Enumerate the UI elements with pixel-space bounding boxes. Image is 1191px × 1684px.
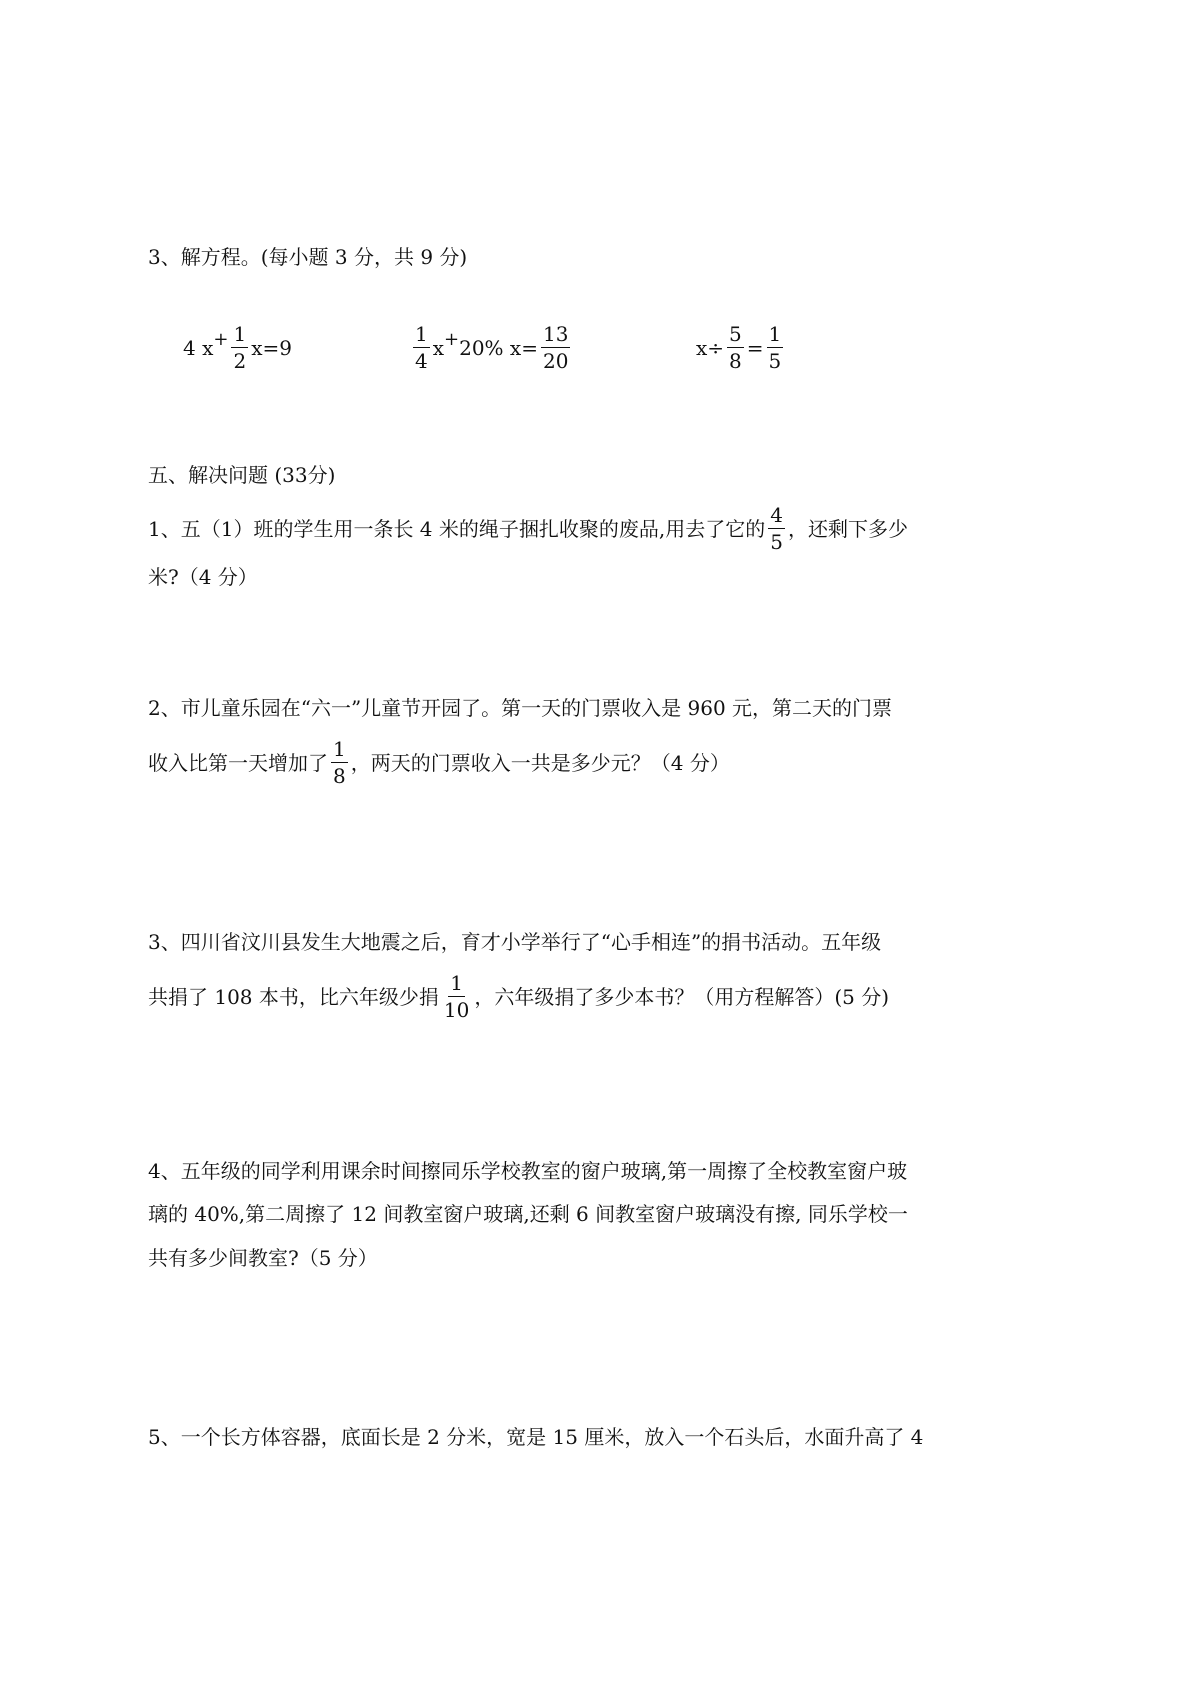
problem-4-line-1: 4、五年级的同学利用课余时间擦同乐学校教室的窗户玻璃,第一周擦了全校教室窗户玻 — [148, 1159, 908, 1183]
problem-4-line-3: 共有多少间教室?（5 分） — [148, 1246, 378, 1270]
fraction: $\frac{1}{4}$ — [415, 322, 428, 373]
equation-3: x÷ $\frac{5}{8}$ = $\frac{1}{5}$ — [696, 322, 782, 373]
question-3-title: 3、解方程。(每小题 3 分，共 9 分) — [148, 245, 468, 269]
problem-2-line-2: 收入比第一天增加了 $\frac{1}{8}$ ，两天的门票收入一共是多少元？（4 分） — [148, 737, 730, 788]
equation-1: 4 x + $\frac{1}{2}$ x=9 — [183, 322, 292, 373]
fraction: $\frac{1}{8}$ — [333, 737, 346, 788]
fraction: $\frac{1}{5}$ — [768, 322, 782, 373]
problem-1-line-1: 1、五（1）班的学生用一条长 4 米的绳子捆扎收聚的废品,用去了它的 $\frac{4}{5}$ ，还剩下多少 — [148, 503, 908, 554]
fraction: $\frac{13}{20}$ — [542, 322, 569, 373]
section-5-title: 五、解决问题 (33分) — [148, 463, 336, 487]
fraction: $\frac{5}{8}$ — [729, 322, 742, 373]
fraction: $\frac{4}{5}$ — [770, 503, 783, 554]
equation-2: $\frac{1}{4}$ x + 20% x= $\frac{13}{20}$ — [415, 322, 569, 373]
problem-4-line-2: 璃的 40%,第二周擦了 12 间教室窗户玻璃,还剩 6 间教室窗户玻璃没有擦, 同乐学校一 — [148, 1202, 908, 1226]
problem-3-line-1: 3、四川省汶川县发生大地震之后，育才小学举行了“心手相连”的捐书活动。五年级 — [148, 930, 882, 954]
problem-3-line-2: 共捐了 108 本书，比六年级少捐 $\frac{1}{10}$ ，六年级捐了多少本书？（用方程解答）(5 分) — [148, 971, 890, 1022]
fraction: $\frac{1}{10}$ — [443, 971, 470, 1022]
problem-5-line-1: 5、一个长方体容器，底面长是 2 分米，宽是 15 厘米，放入一个石头后，水面升高了 4 — [148, 1425, 924, 1449]
problem-1-line-2: 米?（4 分） — [148, 565, 258, 589]
problem-2-line-1: 2、市儿童乐园在“六一”儿童节开园了。第一天的门票收入是 960 元，第二天的门票 — [148, 696, 893, 720]
fraction: $\frac{1}{2}$ — [233, 322, 247, 373]
